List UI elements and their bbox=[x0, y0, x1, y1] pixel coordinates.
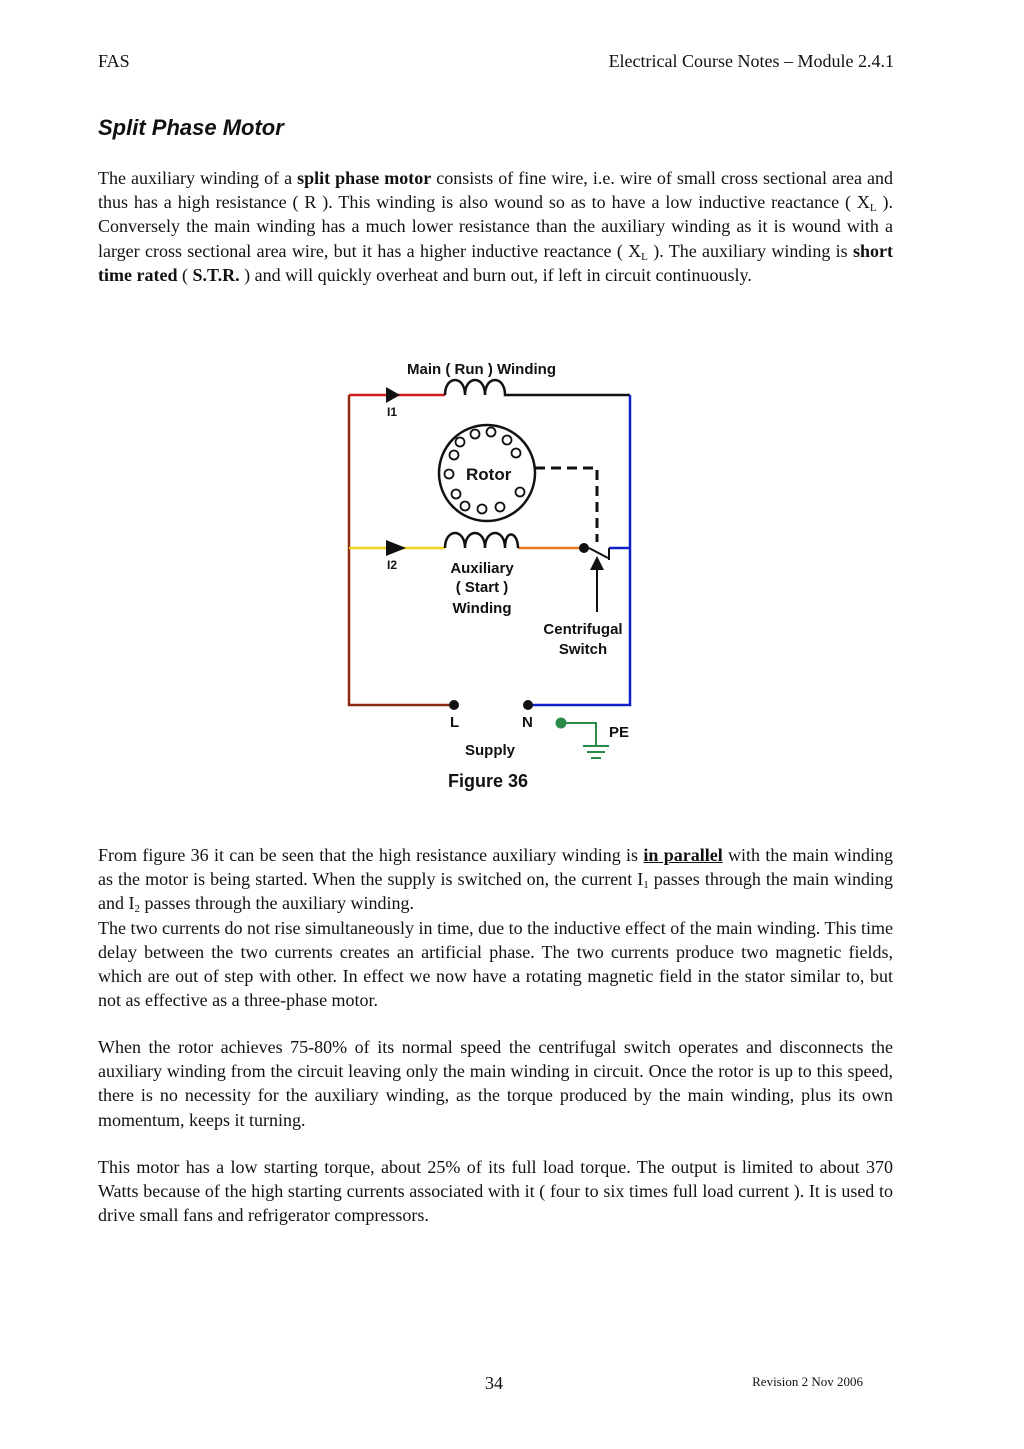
header-left: FAS bbox=[98, 51, 130, 71]
switch-actuator-arrow-icon bbox=[590, 556, 604, 570]
page-number: 34 bbox=[485, 1373, 503, 1393]
i2-label: I2 bbox=[387, 558, 398, 572]
main-winding-coil bbox=[445, 380, 515, 395]
switch-label-1: Centrifugal bbox=[543, 621, 623, 638]
switch-contact-dot bbox=[579, 543, 589, 553]
terminal-n-label: N bbox=[522, 714, 533, 731]
paragraph-starting-torque: This motor has a low starting torque, about 25% of its full load torque. The output is limited to about 370 Watts because of the high starting currents associated with it ( four to six times full load current ). It is used to drive small fans and refrigerator compressors. bbox=[98, 1157, 893, 1226]
rotor-label: Rotor bbox=[466, 465, 512, 484]
mechanical-link-dashed bbox=[535, 468, 597, 542]
revision-note: Revision 2 Nov 2006 bbox=[752, 1374, 863, 1389]
pe-label: PE bbox=[609, 724, 630, 741]
main-winding-label: Main ( Run ) Winding bbox=[407, 361, 556, 378]
i2-arrow-icon bbox=[386, 540, 406, 556]
header-right: Electrical Course Notes – Module 2.4.1 bbox=[608, 51, 894, 71]
wire-neutral-blue bbox=[528, 395, 630, 705]
figure-caption: Figure 36 bbox=[448, 771, 529, 791]
switch-label-2: Switch bbox=[558, 641, 608, 658]
terminal-n-dot bbox=[523, 700, 533, 710]
earth-symbol-icon bbox=[556, 718, 609, 758]
i1-label: I1 bbox=[387, 405, 398, 419]
paragraph-centrifugal-switch: When the rotor achieves 75-80% of its normal speed the centrifugal switch operates and disconnects the auxiliary winding from the circuit leaving only the main winding in circuit. Once the rotor is up to this speed, there is no necessity for the auxiliary winding, as the torque produced by the main winding, plus its own momentum, keeps it turning. bbox=[98, 1037, 893, 1130]
aux-winding-label-3: Winding bbox=[452, 600, 512, 617]
switch-blade bbox=[589, 548, 608, 558]
aux-winding-label-2: ( Start ) bbox=[455, 579, 509, 596]
supply-label: Supply bbox=[465, 742, 516, 759]
paragraph-intro: The auxiliary winding of a split phase motor consists of fine wire, i.e. wire of small cross sectional area and thus has a high resistance ( R ). This winding is also wound so as to have a low inductive reactance ( $X_L$ ). Conversely the main winding has a much lower resistance than the auxiliary winding as it is wound with a larger cross sectional area wire, but it has a higher inductive reactance ( $X_L$ ). The auxiliary winding is short time rated ( S.T.R. ) and will quickly overheat and burn out, if left in circuit continuously. bbox=[98, 168, 894, 285]
terminal-l-label: L bbox=[450, 714, 460, 731]
aux-winding-label-1: Auxiliary bbox=[450, 560, 514, 577]
section-title: Split Phase Motor bbox=[98, 115, 284, 140]
i1-arrow-icon bbox=[386, 387, 400, 403]
paragraph-parallel: From figure 36 it can be seen that the high resistance auxiliary winding is in parallel with the main winding as the motor is being started. When the supply is switched on, the current $I_1$ passes through the main winding and $I_2$ passes through the auxiliary winding. The two currents do not rise simultaneously in time, due to the inductive effect of the main winding. This time delay between the two currents creates an artificial phase. The two currents produce two magnetic fields, which are out of step with other. In effect we now have a rotating magnetic field in the stator similar to, but not as effective as a three-phase motor. bbox=[98, 845, 893, 1011]
terminal-l-dot bbox=[449, 700, 459, 710]
wire-line-brown bbox=[349, 395, 454, 705]
aux-winding-coil bbox=[445, 533, 518, 548]
